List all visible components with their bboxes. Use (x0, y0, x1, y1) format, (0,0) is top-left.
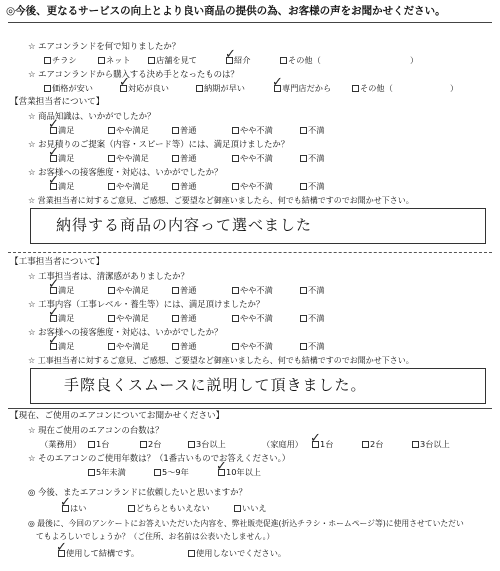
sales-q3-opt-2[interactable]: やや満足 (108, 182, 149, 190)
cons-q3-opt-2[interactable]: やや満足 (108, 342, 149, 350)
cons-q2-opt-4[interactable]: やや不満 (232, 314, 273, 322)
final-question-line2: てもよろしいでしょうか？（ご住所、お名前は公表いたしません。） (36, 532, 275, 541)
future-question: ◎ 今後、またエアコンランドに依頼したいと思いますか？ (28, 487, 247, 497)
ac-age-opt-2[interactable]: 5～9年 (154, 468, 189, 476)
cons-q3-opt-5[interactable]: 不満 (300, 342, 324, 350)
ac-age-check-icon: ✓ (216, 459, 227, 474)
q2-specialist-check-icon: ✓ (272, 75, 283, 90)
cons-q1-opt-3[interactable]: 普通 (172, 286, 196, 294)
header-rule (8, 22, 492, 23)
q1-option-net[interactable]: ネット (98, 56, 131, 64)
q2-other-close: ） (450, 83, 459, 93)
sales-q3-check-icon: ✓ (48, 173, 59, 188)
q1-option-referral[interactable]: 紹介 (226, 56, 250, 64)
cons-q1-opt-1[interactable]: 満足 (50, 286, 74, 294)
cons-q2-label: ☆ 工事内容（工事レベル・養生等）には、満足頂けましたか？ (28, 299, 265, 309)
q1-option-flyer[interactable]: チラシ (44, 56, 77, 64)
future-opt-yes[interactable]: はい (62, 504, 86, 512)
section-divider (8, 252, 492, 253)
cons-q2-opt-5[interactable]: 不満 (300, 314, 324, 322)
q2-service-check-icon: ✓ (119, 75, 130, 90)
ac-home-opt-3[interactable]: 3台以上 (412, 440, 450, 448)
ac-home-check-icon: ✓ (310, 431, 321, 446)
sales-q3-opt-5[interactable]: 不満 (300, 182, 324, 190)
ac-business-label: （業務用） (40, 439, 81, 449)
cons-q3-check-icon: ✓ (48, 333, 59, 348)
q1-label: ☆ エアコンランドを何で知りましたか？ (28, 41, 181, 51)
sales-q2-opt-4[interactable]: やや不満 (232, 154, 273, 162)
sales-q1-opt-4[interactable]: やや不満 (232, 126, 273, 134)
cons-q3-opt-3[interactable]: 普通 (172, 342, 196, 350)
ac-q1-label: ☆ 現在ご使用のエアコンの台数は？ (28, 425, 164, 435)
cons-q4-label: ☆ 工事担当者に対するご意見、ご感想、ご要望など御座いましたら、何でも結構ですのでお聞かせ下さい。 (28, 356, 414, 365)
q2-option-specialist[interactable]: 専門店だから (274, 84, 331, 92)
ac-business-opt-1[interactable]: 1台 (88, 440, 109, 448)
sales-q2-check-icon: ✓ (48, 145, 59, 160)
cons-q3-label: ☆ お客様への接客態度・対応は、いかがでしたか？ (28, 327, 223, 337)
cons-q2-opt-2[interactable]: やや満足 (108, 314, 149, 322)
q2-option-price[interactable]: 価格が安い (44, 84, 93, 92)
sales-q1-opt-2[interactable]: やや満足 (108, 126, 149, 134)
q2-option-delivery[interactable]: 納期が早い (196, 84, 245, 92)
cons-comment-text: 手際良くスムースに説明して頂きました。 (64, 376, 367, 394)
future-opt-no[interactable]: いいえ (234, 504, 267, 512)
ac-q2-label: ☆ そのエアコンのご使用年数は？（1番古いものでお答えください。） (28, 453, 291, 463)
future-opt-neutral[interactable]: どちらともいえない (128, 504, 210, 512)
final-opt-allow[interactable]: 使用して結構です。 (58, 549, 139, 557)
cons-q1-opt-2[interactable]: やや満足 (108, 286, 149, 294)
sales-q1-check-icon: ✓ (48, 117, 59, 132)
sales-q1-label: ☆ 商品知識は、いかがでしたか？ (28, 111, 156, 121)
final-opt-deny[interactable]: 使用しないでください。 (188, 549, 286, 557)
cons-q1-opt-5[interactable]: 不満 (300, 286, 324, 294)
sales-q4-label: ☆ 営業担当者に対するご意見、ご感想、ご要望など御座いましたら、何でも結構ですのでお聞かせ下さい。 (28, 196, 414, 205)
sales-q3-opt-4[interactable]: やや不満 (232, 182, 273, 190)
cons-q2-opt-3[interactable]: 普通 (172, 314, 196, 322)
sales-q2-label: ☆ お見積りのご提案（内容・スピード等）には、満足頂けましたか？ (28, 139, 290, 149)
sales-section-title: 【営業担当者について】 (10, 97, 105, 107)
ac-business-opt-2[interactable]: 2台 (140, 440, 161, 448)
sales-q2-opt-5[interactable]: 不満 (300, 154, 324, 162)
ac-home-label: （家庭用） (262, 439, 303, 449)
survey-header: ◎今後、更なるサービスの向上とより良い商品の提供の為、お客様の声をお聞かせください。 (6, 5, 446, 17)
final-allow-check-icon: ✓ (56, 540, 67, 555)
final-question-line1: ◎ 最後に、今回のアンケートにお答えいただいた内容を、弊社販売促進(折込チラシ・ホームページ等)に使用させていただい (28, 519, 464, 528)
q2-option-service[interactable]: 対応が良い (120, 84, 169, 92)
q1-option-other[interactable]: その他（ (280, 56, 321, 64)
construction-section-title: 【工事担当者について】 (10, 257, 105, 267)
cons-q3-opt-1[interactable]: 満足 (50, 342, 74, 350)
q1-other-close: ） (410, 55, 419, 65)
ac-home-opt-2[interactable]: 2台 (362, 440, 383, 448)
q2-option-other[interactable]: その他（ (352, 84, 393, 92)
q2-label: ☆ エアコンランドから購入する決め手となったものは？ (28, 69, 239, 79)
sales-q2-opt-2[interactable]: やや満足 (108, 154, 149, 162)
future-yes-check-icon: ✓ (60, 495, 71, 510)
cons-q2-check-icon: ✓ (48, 305, 59, 320)
cons-q1-check-icon: ✓ (48, 277, 59, 292)
sales-q2-opt-1[interactable]: 満足 (50, 154, 74, 162)
section-rule (8, 408, 492, 409)
sales-q2-opt-3[interactable]: 普通 (172, 154, 196, 162)
ac-home-opt-1[interactable]: 1台 (312, 440, 333, 448)
sales-q1-opt-5[interactable]: 不満 (300, 126, 324, 134)
cons-q3-opt-4[interactable]: やや不満 (232, 342, 273, 350)
cons-q1-opt-4[interactable]: やや不満 (232, 286, 273, 294)
q1-referral-check-icon: ✓ (225, 47, 236, 62)
ac-business-opt-3[interactable]: 3台以上 (188, 440, 226, 448)
sales-q3-opt-3[interactable]: 普通 (172, 182, 196, 190)
aircon-section-title: 【現在、ご使用のエアコンについてお聞かせください】 (10, 411, 225, 421)
sales-q3-label: ☆ お客様への接客態度・対応は、いかがでしたか？ (28, 167, 223, 177)
sales-q1-opt-1[interactable]: 満足 (50, 126, 74, 134)
q1-option-store[interactable]: 店舗を見て (148, 56, 197, 64)
ac-age-opt-3[interactable]: 10年以上 (218, 468, 261, 476)
cons-q1-label: ☆ 工事担当者は、清潔感がありましたか？ (28, 271, 189, 281)
sales-q1-opt-3[interactable]: 普通 (172, 126, 196, 134)
ac-age-opt-1[interactable]: 5年未満 (88, 468, 126, 476)
cons-q2-opt-1[interactable]: 満足 (50, 314, 74, 322)
sales-q3-opt-1[interactable]: 満足 (50, 182, 74, 190)
sales-comment-text: 納得する商品の内容って選べました (56, 216, 313, 234)
